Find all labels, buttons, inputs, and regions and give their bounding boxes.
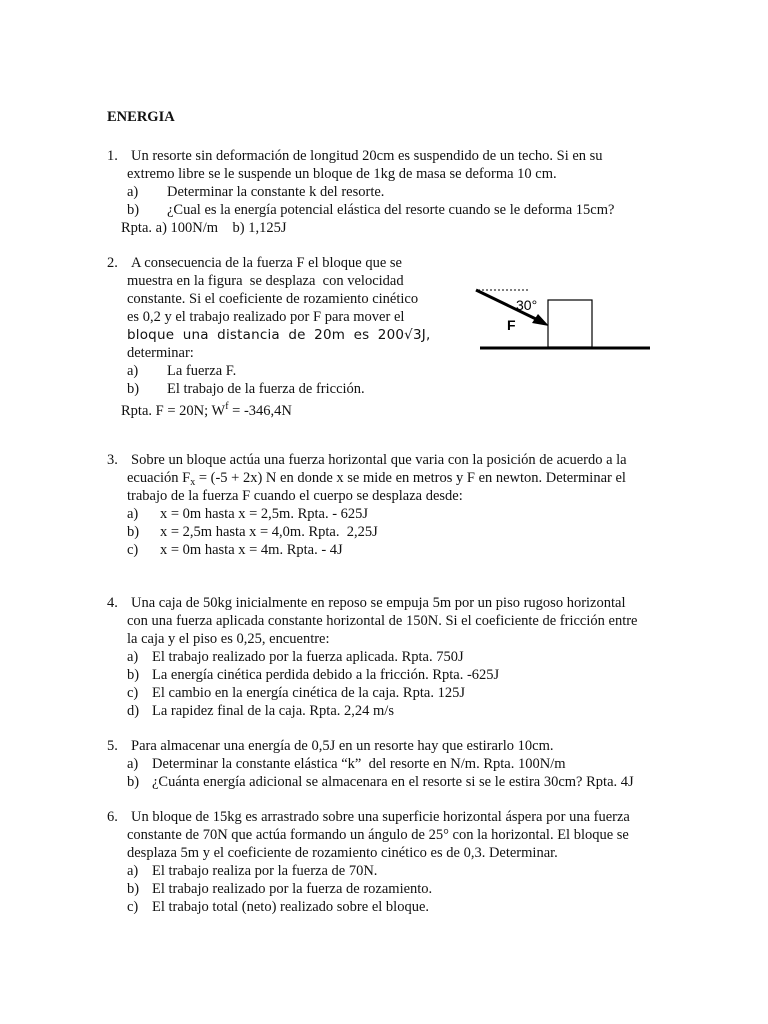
problem-text: la caja y el piso es 0,25, encuentre: (127, 631, 330, 647)
item-label: a) (127, 649, 139, 665)
item-text: El trabajo realizado por la fuerza de rozamiento. (152, 881, 433, 897)
problem-text: constante. Si el coeficiente de rozamiento cinético (127, 291, 419, 307)
item-text: La fuerza F. (167, 363, 237, 379)
item-label: b) (127, 381, 140, 397)
item-label: b) (127, 524, 140, 540)
item-label: c) (127, 685, 139, 701)
problem-text: con una fuerza aplicada constante horizontal de 150N. Si el coeficiente de fricción entre (127, 613, 638, 629)
block (548, 300, 592, 347)
problem-number: 6. (107, 809, 118, 825)
equation-text: ecuación F (127, 470, 191, 486)
item-label: d) (127, 703, 140, 719)
problem-text: A consecuencia de la fuerza F el bloque que se (131, 255, 402, 271)
item-text: El trabajo total (neto) realizado sobre el bloque. (152, 899, 430, 915)
problem-number: 4. (107, 595, 118, 611)
problem-text: Sobre un bloque actúa una fuerza horizontal que varia con la posición de acuerdo a la (131, 452, 627, 468)
item-text: x = 2,5m hasta x = 4,0m. Rpta. 2,25J (160, 524, 378, 540)
answer (121, 398, 292, 420)
equation-text: = (-5 + 2x) N en donde x se mide en metros y F en newton. Determinar el (195, 470, 626, 486)
problem-text: muestra en la figura se desplaza con velocidad (127, 273, 404, 289)
item-text: El trabajo de la fuerza de fricción. (167, 381, 365, 397)
item-label: a) (127, 863, 139, 879)
item-text: x = 0m hasta x = 4m. Rpta. - 4J (160, 542, 343, 558)
item-label: a) (127, 506, 139, 522)
item-text: La rapidez final de la caja. Rpta. 2,24 m/s (152, 703, 394, 719)
angle-label: 30° (516, 297, 538, 313)
item-text: x = 0m hasta x = 2,5m. Rpta. - 625J (160, 506, 369, 522)
item-text: Determinar la constante k del resorte. (167, 184, 385, 200)
problem-text: constante de 70N que actúa formando un ángulo de 25° con la horizontal. El bloque se (127, 827, 629, 843)
problem-text: determinar: (127, 345, 194, 361)
problem-text: Un bloque de 15kg es arrastrado sobre una superficie horizontal áspera por una fuerza (131, 809, 630, 825)
equation-subscript: x (190, 477, 196, 488)
inclined-force-figure (470, 280, 660, 360)
force-arrow-head (532, 314, 549, 326)
item-text: ¿Cual es la energía potencial elástica del resorte cuando se le deforma 15cm? (167, 202, 615, 218)
item-text: ¿Cuánta energía adicional se almacenara en el resorte si se le estira 30cm? Rpta. 4J (152, 774, 634, 790)
problem-number: 3. (107, 452, 118, 468)
problem-text: trabajo de la fuerza F cuando el cuerpo se desplaza desde: (127, 488, 463, 504)
problem-text: bloque una distancia de 20m es 200√3J, (127, 327, 431, 343)
item-label: a) (127, 184, 139, 200)
item-text: El trabajo realiza por la fuerza de 70N. (152, 863, 378, 879)
problem-text: Un resorte sin deformación de longitud 20cm es suspendido de un techo. Si en su (131, 148, 603, 164)
problem-text: desplaza 5m y el coeficiente de rozamiento cinético es de 0,3. Determinar. (127, 845, 558, 861)
answer: Rpta. a) 100N/m b) 1,125J (121, 220, 287, 236)
problem-text: Para almacenar una energía de 0,5J en un resorte hay que estirarlo 10cm. (131, 738, 554, 754)
item-text: La energía cinética perdida debido a la fricción. Rpta. -625J (152, 667, 500, 683)
item-label: c) (127, 542, 139, 558)
item-label: a) (127, 756, 139, 772)
problem-number: 1. (107, 148, 118, 164)
item-label: a) (127, 363, 139, 379)
item-label: b) (127, 202, 140, 218)
answer-superscript: f (225, 401, 229, 412)
item-label: b) (127, 667, 140, 683)
problem-number: 2. (107, 255, 118, 271)
problem-number: 5. (107, 738, 118, 754)
problem-text: es 0,2 y el trabajo realizado por F para mover el (127, 309, 405, 325)
problem-text: Una caja de 50kg inicialmente en reposo se empuja 5m por un piso rugoso horizontal (131, 595, 626, 611)
force-label: F (507, 317, 516, 333)
item-label: b) (127, 881, 140, 897)
answer-text: Rpta. F = 20N; W (121, 403, 226, 419)
problem-text: extremo libre se le suspende un bloque de 1kg de masa se deforma 10 cm. (127, 166, 557, 182)
item-label: c) (127, 899, 139, 915)
answer-text: = -346,4N (228, 403, 292, 419)
item-text: Determinar la constante elástica “k” del resorte en N/m. Rpta. 100N/m (152, 756, 566, 772)
item-label: b) (127, 774, 140, 790)
item-text: El cambio en la energía cinética de la caja. Rpta. 125J (152, 685, 465, 701)
page-title: ENERGIA (107, 109, 175, 125)
item-text: El trabajo realizado por la fuerza aplicada. Rpta. 750J (152, 649, 464, 665)
